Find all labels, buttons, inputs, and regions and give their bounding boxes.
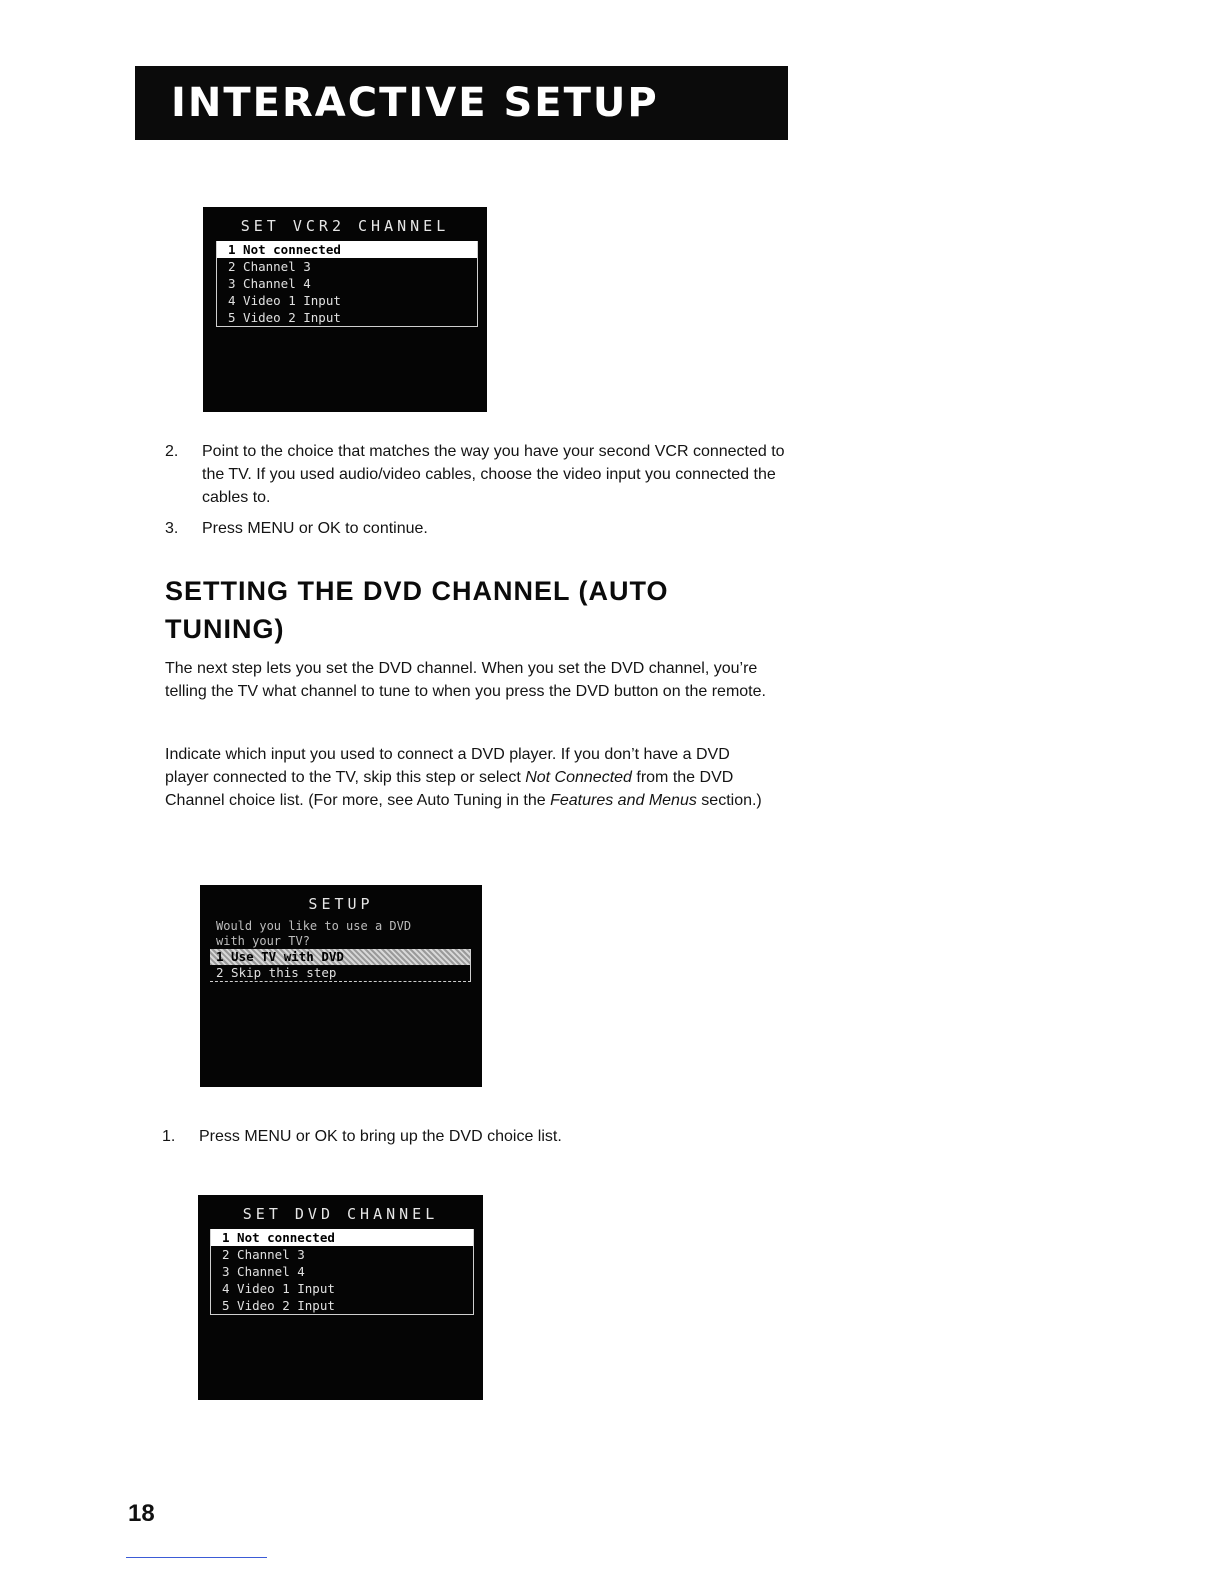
paragraph-text: section.) [696, 792, 762, 809]
list-item[interactable]: 1 Not connected [217, 241, 477, 258]
screen-title: SETUP [308, 895, 374, 913]
page-header-banner: INTERACTIVE SETUP [135, 66, 788, 140]
page-number: 18 [128, 1500, 155, 1527]
instruction-paragraph [165, 743, 775, 812]
screen-title: SET VCR2 CHANNEL [240, 217, 450, 235]
list-item[interactable]: 1 Use TV with DVD [210, 949, 470, 965]
list-item[interactable]: 2 Channel 3 [228, 259, 311, 274]
dvd-choice-list [210, 1229, 474, 1315]
list-item[interactable]: 1 Not connected [211, 1229, 473, 1246]
intro-paragraph: The next step lets you set the DVD channel. When you set the DVD channel, you’re telling the TV what channel to tune to when you press the DVD button on the remote. [165, 660, 766, 700]
list-item[interactable]: 5 Video 2 Input [228, 310, 341, 325]
step-number: 1. [162, 1128, 176, 1145]
setup-screen [200, 885, 482, 1087]
dvd-channel-screen [198, 1195, 483, 1400]
step-text: Point to the choice that matches the way you have your second VCR connected to the TV. If you used audio/video cables, choose the video input you connected the cables to. [202, 443, 785, 506]
step-text: Press MENU or OK to bring up the DVD choice list. [199, 1128, 562, 1145]
paragraph-text: Indicate which input you used to connect a DVD player. If you don’t have a DVD player connected to the TV, skip this step or select [165, 746, 730, 786]
footer-divider [126, 1557, 267, 1558]
emphasis-text: Not Connected [525, 769, 632, 786]
list-item[interactable]: 5 Video 2 Input [222, 1298, 335, 1313]
paragraph-text: from the DVD Channel choice list. (For more, see Auto Tuning in the [165, 769, 734, 809]
setup-question: Would you like to use a DVD with your TV? [216, 919, 412, 948]
step-number: 3. [165, 520, 179, 537]
vcr2-channel-screen [203, 207, 487, 412]
step-number: 2. [165, 443, 179, 460]
section-heading: SETTING THE DVD CHANNEL (AUTO TUNING) [165, 576, 669, 644]
emphasis-text: Features and Menus [550, 792, 697, 809]
list-item[interactable]: 4 Video 1 Input [228, 293, 341, 308]
screen-title: SET DVD CHANNEL [242, 1205, 439, 1223]
list-item[interactable]: 2 Skip this step [216, 965, 337, 980]
list-item[interactable]: 2 Channel 3 [222, 1247, 305, 1262]
list-item[interactable]: 3 Channel 4 [228, 276, 311, 291]
vcr2-choice-list [216, 241, 478, 327]
list-item[interactable]: 4 Video 1 Input [222, 1281, 335, 1296]
step-text: Press MENU or OK to continue. [202, 520, 428, 537]
setup-choice-list [210, 949, 471, 982]
list-item[interactable]: 3 Channel 4 [222, 1264, 305, 1279]
